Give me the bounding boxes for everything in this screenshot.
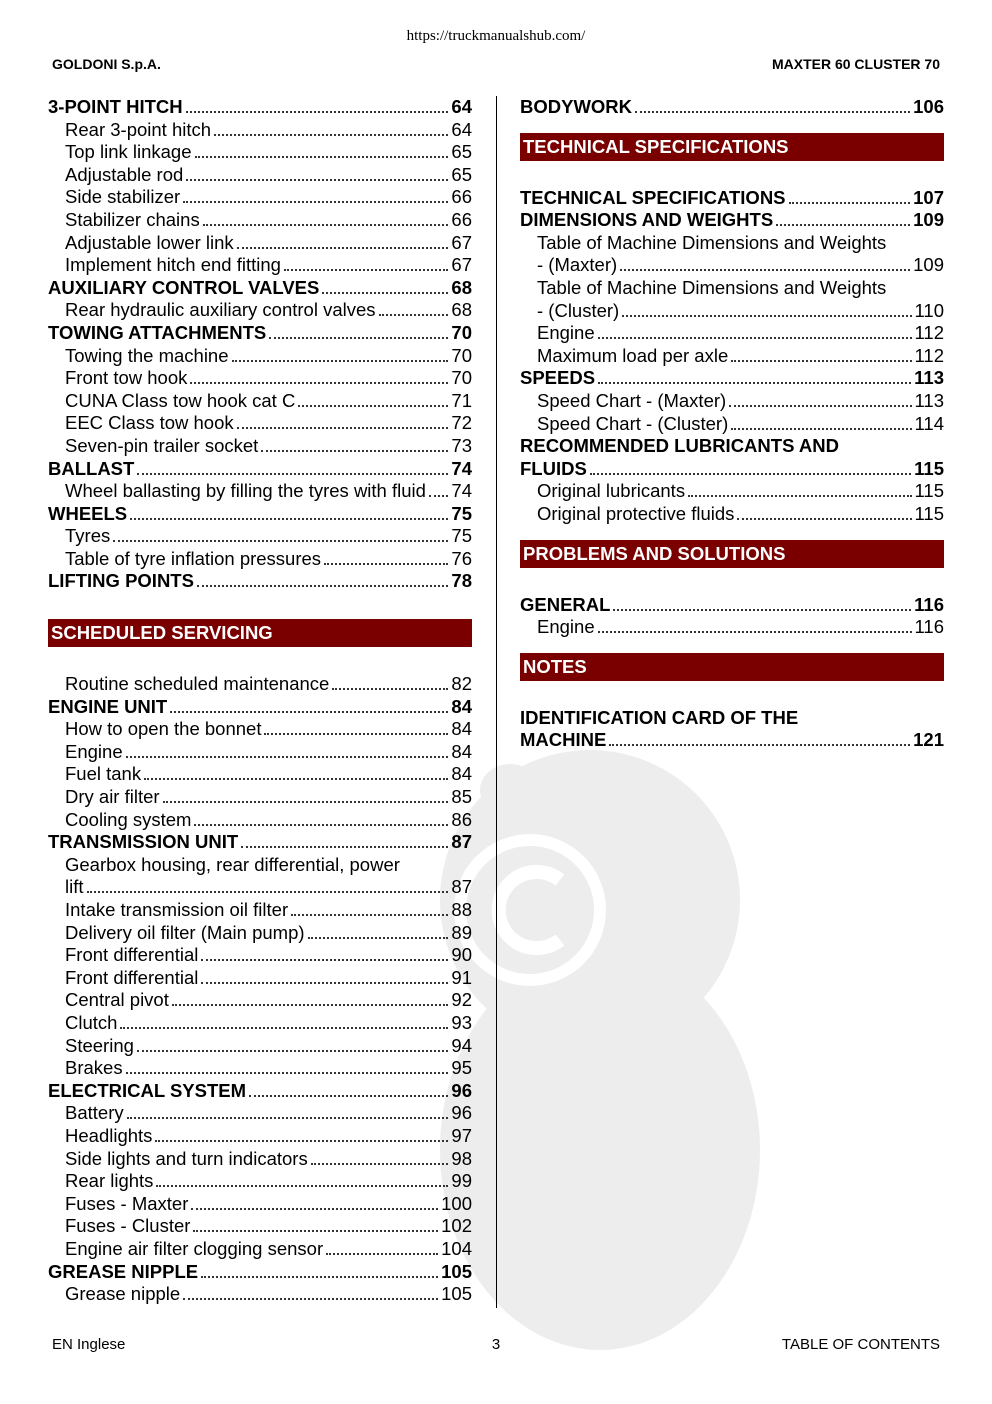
dot-leader: [232, 360, 449, 362]
dot-leader: [737, 518, 911, 520]
toc-entry-page: 87: [451, 876, 472, 898]
toc-entry[interactable]: [520, 413, 944, 436]
toc-entry-title: Engine air filter clogging sensor: [65, 1237, 324, 1259]
toc-entry-page: 115: [914, 502, 944, 524]
toc-entry-page: 113: [914, 389, 944, 411]
toc-entry[interactable]: [520, 503, 944, 526]
toc-entry[interactable]: [48, 922, 472, 945]
toc-entry-page: 115: [914, 480, 944, 502]
toc-entry-title: Front tow hook: [65, 367, 188, 389]
toc-entry-title: How to open the bonnet: [65, 718, 262, 740]
dot-leader: [429, 495, 449, 497]
toc-entry-page: 64: [451, 118, 472, 140]
dot-leader: [203, 224, 449, 226]
dot-leader: [144, 778, 448, 780]
toc-entry-title: TRANSMISSION UNIT: [48, 831, 239, 853]
toc-wrap-line: IDENTIFICATION CARD OF THE: [520, 706, 799, 728]
toc-entry-title: Brakes: [65, 1057, 123, 1079]
toc-entry-title: Rear lights: [65, 1170, 154, 1192]
toc-entry-title: Intake transmission oil filter: [65, 899, 289, 920]
toc-entry-title: Central pivot: [65, 989, 169, 1011]
toc-group-right-tech3: [520, 480, 944, 525]
toc-group-left-2a: [48, 673, 472, 854]
dot-leader: [622, 315, 911, 317]
dot-leader: [324, 563, 448, 565]
toc-entry-title: Fuel tank: [65, 763, 142, 785]
toc-entry-page: 109: [913, 254, 944, 276]
toc-entry[interactable]: [48, 503, 472, 526]
toc-entry-page: 113: [914, 367, 944, 389]
toc-entry-title: Headlights: [65, 1124, 153, 1146]
toc-entry-title: lift: [65, 876, 84, 898]
toc-entry[interactable]: [48, 786, 472, 809]
toc-entry-page: 112: [914, 344, 944, 366]
toc-entry[interactable]: [520, 480, 944, 503]
toc-entry[interactable]: [520, 616, 944, 639]
toc-entry-page: 84: [451, 718, 472, 740]
toc-entry-title: TOWING ATTACHMENTS: [48, 321, 267, 343]
dot-leader: [214, 134, 448, 136]
dot-leader: [183, 201, 448, 203]
dot-leader: [731, 360, 911, 362]
toc-entry[interactable]: [48, 458, 472, 481]
toc-entry-page: 84: [451, 740, 472, 762]
dot-leader: [308, 937, 449, 939]
dot-leader: [379, 314, 449, 316]
dot-leader: [789, 202, 911, 204]
toc-entry[interactable]: [48, 1283, 472, 1306]
toc-entry-title: Speed Chart - (Maxter): [537, 389, 727, 411]
toc-entry-page: 98: [451, 1147, 472, 1169]
toc-entry-page: 109: [913, 209, 944, 231]
toc-entry-title: Delivery oil filter (Main pump): [65, 921, 305, 943]
toc-entry-page: 116: [914, 616, 944, 638]
toc-entry-title: Front differential: [65, 966, 199, 988]
toc-entry-page: 95: [451, 1057, 472, 1079]
toc-entry-title: Top link linkage: [65, 141, 192, 163]
dot-leader: [130, 518, 448, 520]
toc-entry-page: 70: [451, 367, 472, 389]
dot-leader: [126, 1072, 449, 1074]
toc-entry-page: 90: [451, 944, 472, 966]
toc-entry-title: LIFTING POINTS: [48, 570, 194, 592]
toc-entry-page: 86: [451, 808, 472, 830]
toc-entry-title: Original protective fluids: [537, 502, 735, 524]
toc-entry[interactable]: [520, 367, 944, 390]
toc-entry[interactable]: [48, 232, 472, 255]
toc-entry-title: Original lubricants: [537, 480, 686, 502]
dot-leader: [183, 1298, 438, 1300]
toc-entry[interactable]: [48, 1148, 472, 1171]
dot-leader: [322, 292, 448, 294]
toc-entry[interactable]: [48, 367, 472, 390]
toc-entry-page: 65: [451, 163, 472, 185]
toc-entry-title: AUXILIARY CONTROL VALVES: [48, 276, 320, 298]
toc-entry-title: Speed Chart - (Cluster): [537, 412, 729, 434]
toc-entry[interactable]: [48, 696, 472, 719]
toc-entry[interactable]: [48, 1238, 472, 1261]
toc-entry-page: 116: [914, 593, 944, 615]
toc-entry-page: 65: [451, 141, 472, 163]
toc-entry[interactable]: [48, 164, 472, 187]
dot-leader: [598, 382, 911, 384]
dot-leader: [126, 756, 449, 758]
toc-entry[interactable]: [48, 322, 472, 345]
toc-entry-page: 100: [441, 1192, 472, 1214]
dot-leader: [326, 1253, 438, 1255]
toc-entry-title: BODYWORK: [520, 96, 633, 117]
toc-entry[interactable]: [48, 1102, 472, 1125]
toc-entry[interactable]: [48, 967, 472, 990]
toc-entry[interactable]: [48, 944, 472, 967]
dot-leader: [186, 179, 448, 181]
toc-entry-page: 66: [451, 186, 472, 208]
toc-entry[interactable]: [48, 763, 472, 786]
toc-entry-page: 94: [451, 1034, 472, 1056]
toc-entry[interactable]: [48, 831, 472, 854]
footer-section: TABLE OF CONTENTS: [781, 1336, 940, 1353]
toc-entry-page: 93: [451, 1011, 472, 1033]
toc-entry-title: Dry air filter: [65, 786, 160, 808]
toc-entry[interactable]: [48, 570, 472, 593]
dot-leader: [635, 111, 910, 113]
toc-entry-page: 68: [451, 299, 472, 321]
toc-entry-title: Tyres: [65, 525, 111, 547]
toc-entry-page: 105: [441, 1260, 472, 1282]
toc-entry[interactable]: [48, 876, 472, 899]
toc-entry-title: Front differential: [65, 944, 199, 966]
toc-entry-title: - (Cluster): [537, 299, 620, 321]
toc-entry[interactable]: [48, 1170, 472, 1193]
toc-entry[interactable]: [48, 809, 472, 832]
toc-entry-title: Implement hitch end fitting: [65, 254, 281, 276]
toc-entry[interactable]: [48, 525, 472, 548]
toc-group-left-2b: [48, 899, 472, 1306]
dot-leader: [186, 111, 449, 113]
dot-leader: [155, 1140, 448, 1142]
model-name: MAXTER 60 CLUSTER 70: [771, 56, 940, 72]
toc-entry-page: 73: [451, 434, 472, 456]
dot-leader: [332, 688, 448, 690]
toc-entry-page: 74: [451, 457, 472, 479]
footer-language: EN Inglese: [52, 1336, 126, 1353]
toc-entry-title: Rear hydraulic auxiliary control valves: [65, 299, 376, 321]
toc-entry[interactable]: [48, 435, 472, 458]
dot-leader: [613, 609, 911, 611]
toc-entry-title: Grease nipple: [65, 1283, 181, 1305]
section-band-technical-specifications: TECHNICAL SPECIFICATIONS: [520, 133, 944, 161]
company-name: GOLDONI S.p.A.: [52, 56, 161, 72]
toc-entry-page: 67: [451, 231, 472, 253]
dot-leader: [201, 959, 448, 961]
dot-leader: [311, 1163, 449, 1165]
toc-entry-title: Routine scheduled maintenance: [65, 673, 330, 695]
toc-entry-page: 104: [441, 1237, 472, 1259]
dot-leader: [249, 1095, 448, 1097]
toc-entry-page: 91: [451, 966, 472, 988]
dot-leader: [284, 269, 448, 271]
toc-entry-title: ELECTRICAL SYSTEM: [48, 1079, 247, 1101]
toc-entry-title: EEC Class tow hook: [65, 412, 234, 434]
toc-entry[interactable]: [48, 1261, 472, 1284]
toc-entry-title: Engine: [65, 740, 123, 762]
section-band-scheduled-servicing: SCHEDULED SERVICING: [48, 619, 472, 647]
toc-group-right-tech2: [520, 322, 944, 435]
toc-entry-page: 114: [914, 412, 944, 434]
dot-leader: [195, 156, 449, 158]
dot-leader: [298, 405, 448, 407]
toc-right-column: [520, 96, 944, 752]
dot-leader: [729, 405, 911, 407]
toc-entry[interactable]: [48, 1215, 472, 1238]
toc-entry-title: GENERAL: [520, 593, 611, 615]
toc-entry[interactable]: [48, 1057, 472, 1080]
toc-entry[interactable]: [520, 729, 944, 752]
dot-leader: [590, 473, 911, 475]
toc-entry-page: 121: [913, 729, 944, 751]
toc-entry-title: Stabilizer chains: [65, 208, 200, 230]
dot-leader: [193, 1230, 438, 1232]
toc-entry-page: 70: [451, 321, 472, 343]
toc-entry[interactable]: [48, 1193, 472, 1216]
toc-entry[interactable]: [48, 209, 472, 232]
toc-entry-page: 71: [451, 389, 472, 411]
toc-entry-page: 74: [451, 480, 472, 502]
toc-entry-page: 105: [441, 1283, 472, 1305]
toc-entry[interactable]: [48, 277, 472, 300]
dot-leader: [156, 1185, 448, 1187]
dot-leader: [264, 733, 448, 735]
dot-leader: [609, 744, 910, 746]
toc-entry[interactable]: [48, 718, 472, 741]
toc-entry-title: Adjustable rod: [65, 163, 184, 185]
dot-leader: [269, 337, 448, 339]
dot-leader: [598, 337, 912, 339]
toc-entry[interactable]: [520, 390, 944, 413]
toc-entry[interactable]: [520, 209, 944, 232]
toc-entry[interactable]: [48, 1080, 472, 1103]
toc-entry-page: 102: [441, 1215, 472, 1237]
toc-entry-page: 72: [451, 412, 472, 434]
toc-entry[interactable]: [48, 186, 472, 209]
toc-entry[interactable]: [48, 254, 472, 277]
dot-leader: [688, 495, 911, 497]
toc-entry-page: 110: [914, 299, 944, 321]
toc-entry-title: Rear 3-point hitch: [65, 118, 212, 140]
dot-leader: [163, 801, 449, 803]
toc-group-right-problems: [520, 594, 944, 639]
toc-entry-title: - (Maxter): [537, 254, 618, 276]
toc-entry-page: 70: [451, 344, 472, 366]
toc-entry-page: 75: [451, 502, 472, 524]
toc-entry-title: Towing the machine: [65, 344, 229, 366]
toc-entry-title: TECHNICAL SPECIFICATIONS: [520, 186, 786, 208]
dot-leader: [201, 1276, 438, 1278]
toc-entry[interactable]: [48, 412, 472, 435]
toc-entry-page: 75: [451, 525, 472, 547]
toc-entry-page: 97: [451, 1124, 472, 1146]
toc-entry[interactable]: [520, 254, 944, 277]
toc-entry-page: 96: [451, 1102, 472, 1124]
dot-leader: [87, 891, 449, 893]
toc-entry[interactable]: [48, 345, 472, 368]
toc-entry[interactable]: [48, 1125, 472, 1148]
toc-entry[interactable]: [520, 187, 944, 210]
toc-entry-title: CUNA Class tow hook cat C: [65, 389, 296, 411]
toc-entry-title: Fuses - Cluster: [65, 1215, 191, 1237]
dot-leader: [241, 846, 448, 848]
column-divider: [496, 96, 497, 1308]
dot-leader: [731, 428, 911, 430]
dot-leader: [291, 914, 448, 916]
toc-entry-page: 85: [451, 786, 472, 808]
toc-entry[interactable]: [48, 299, 472, 322]
toc-entry-title: MACHINE: [520, 729, 607, 751]
toc-entry-page: 64: [451, 96, 472, 117]
toc-entry[interactable]: [520, 345, 944, 368]
toc-entry-title: Engine: [537, 322, 595, 344]
toc-entry-title: Clutch: [65, 1011, 118, 1033]
toc-entry[interactable]: [48, 989, 472, 1012]
toc-entry[interactable]: [48, 1035, 472, 1058]
toc-entry-title: SPEEDS: [520, 367, 596, 389]
toc-wrap-line: RECOMMENDED LUBRICANTS AND: [520, 435, 839, 457]
toc-entry[interactable]: [48, 96, 472, 119]
toc-entry-page: 112: [914, 322, 944, 344]
toc-entry-page: 106: [913, 96, 944, 117]
toc-entry-title: 3-POINT HITCH: [48, 96, 183, 117]
toc-entry-title: DIMENSIONS AND WEIGHTS: [520, 209, 774, 231]
dot-leader: [137, 473, 448, 475]
toc-group-left-1: [48, 96, 472, 593]
section-band-problems-and-solutions: PROBLEMS AND SOLUTIONS: [520, 540, 944, 568]
toc-entry[interactable]: [48, 480, 472, 503]
toc-left-column: [48, 96, 472, 1306]
dot-leader: [137, 1050, 449, 1052]
toc-entry[interactable]: [520, 458, 944, 481]
toc-entry-title: Cooling system: [65, 808, 192, 830]
dot-leader: [120, 1027, 448, 1029]
toc-entry-page: 96: [451, 1079, 472, 1101]
footer-page-number: 3: [491, 1336, 501, 1353]
toc-entry-title: FLUIDS: [520, 457, 587, 479]
toc-entry-title: Engine: [537, 616, 595, 638]
toc-entry-title: Maximum load per axle: [537, 344, 729, 366]
toc-entry-title: Seven-pin trailer socket: [65, 434, 259, 456]
toc-entry-page: 107: [913, 186, 944, 208]
toc-entry-page: 67: [451, 254, 472, 276]
toc-entry-page: 68: [451, 276, 472, 298]
toc-entry-title: Table of tyre inflation pressures: [65, 547, 322, 569]
toc-entry[interactable]: [48, 899, 472, 922]
dot-leader: [194, 824, 448, 826]
dot-leader: [127, 1117, 449, 1119]
toc-entry[interactable]: [48, 141, 472, 164]
toc-entry[interactable]: [48, 1012, 472, 1035]
toc-entry-page: 76: [451, 547, 472, 569]
toc-entry[interactable]: [520, 300, 944, 323]
toc-entry[interactable]: [520, 594, 944, 617]
toc-entry-title: Fuses - Maxter: [65, 1192, 189, 1214]
toc-entry-page: 88: [451, 899, 472, 920]
toc-entry-title: Battery: [65, 1102, 124, 1124]
toc-entry-title: WHEELS: [48, 502, 128, 524]
toc-wrap-line: Gearbox housing, rear differential, power: [65, 853, 400, 875]
toc-entry[interactable]: [48, 673, 472, 696]
dot-leader: [598, 631, 912, 633]
toc-entry-title: BALLAST: [48, 457, 135, 479]
toc-entry-title: ENGINE UNIT: [48, 695, 168, 717]
toc-entry-title: Adjustable lower link: [65, 231, 234, 253]
source-url: https://truckmanualshub.com/: [406, 28, 586, 44]
toc-entry[interactable]: [520, 96, 944, 119]
toc-entry-page: 66: [451, 208, 472, 230]
toc-entry-title: Side lights and turn indicators: [65, 1147, 308, 1169]
toc-entry-title: Wheel ballasting by filling the tyres with fluid: [65, 480, 426, 502]
dot-leader: [190, 382, 448, 384]
toc-entry-page: 78: [451, 570, 472, 592]
toc-entry[interactable]: [48, 548, 472, 571]
toc-entry[interactable]: [520, 322, 944, 345]
dot-leader: [201, 982, 448, 984]
toc-entry-page: 84: [451, 695, 472, 717]
toc-entry-page: 84: [451, 763, 472, 785]
dot-leader: [237, 427, 449, 429]
toc-wrap-line: Table of Machine Dimensions and Weights: [537, 276, 887, 298]
toc-group-right-tech: [520, 187, 944, 232]
dot-leader: [237, 247, 449, 249]
dot-leader: [113, 540, 448, 542]
toc-entry-title: Steering: [65, 1034, 134, 1056]
toc-entry-page: 89: [451, 921, 472, 943]
dot-leader: [261, 450, 448, 452]
toc-entry-page: 99: [451, 1170, 472, 1192]
toc-entry[interactable]: [48, 741, 472, 764]
dot-leader: [172, 1004, 449, 1006]
toc-entry-title: Side stabilizer: [65, 186, 181, 208]
toc-wrap-line: Table of Machine Dimensions and Weights: [537, 231, 887, 253]
dot-leader: [197, 585, 448, 587]
toc-entry[interactable]: [48, 390, 472, 413]
section-band-notes: NOTES: [520, 653, 944, 681]
dot-leader: [620, 269, 910, 271]
dot-leader: [776, 224, 910, 226]
toc-entry-title: GREASE NIPPLE: [48, 1260, 199, 1282]
toc-entry-page: 115: [914, 457, 944, 479]
toc-entry-page: 87: [451, 831, 472, 853]
toc-entry-page: 92: [451, 989, 472, 1011]
dot-leader: [191, 1208, 438, 1210]
toc-entry[interactable]: [48, 119, 472, 142]
toc-entry-page: 82: [451, 673, 472, 695]
dot-leader: [170, 711, 448, 713]
